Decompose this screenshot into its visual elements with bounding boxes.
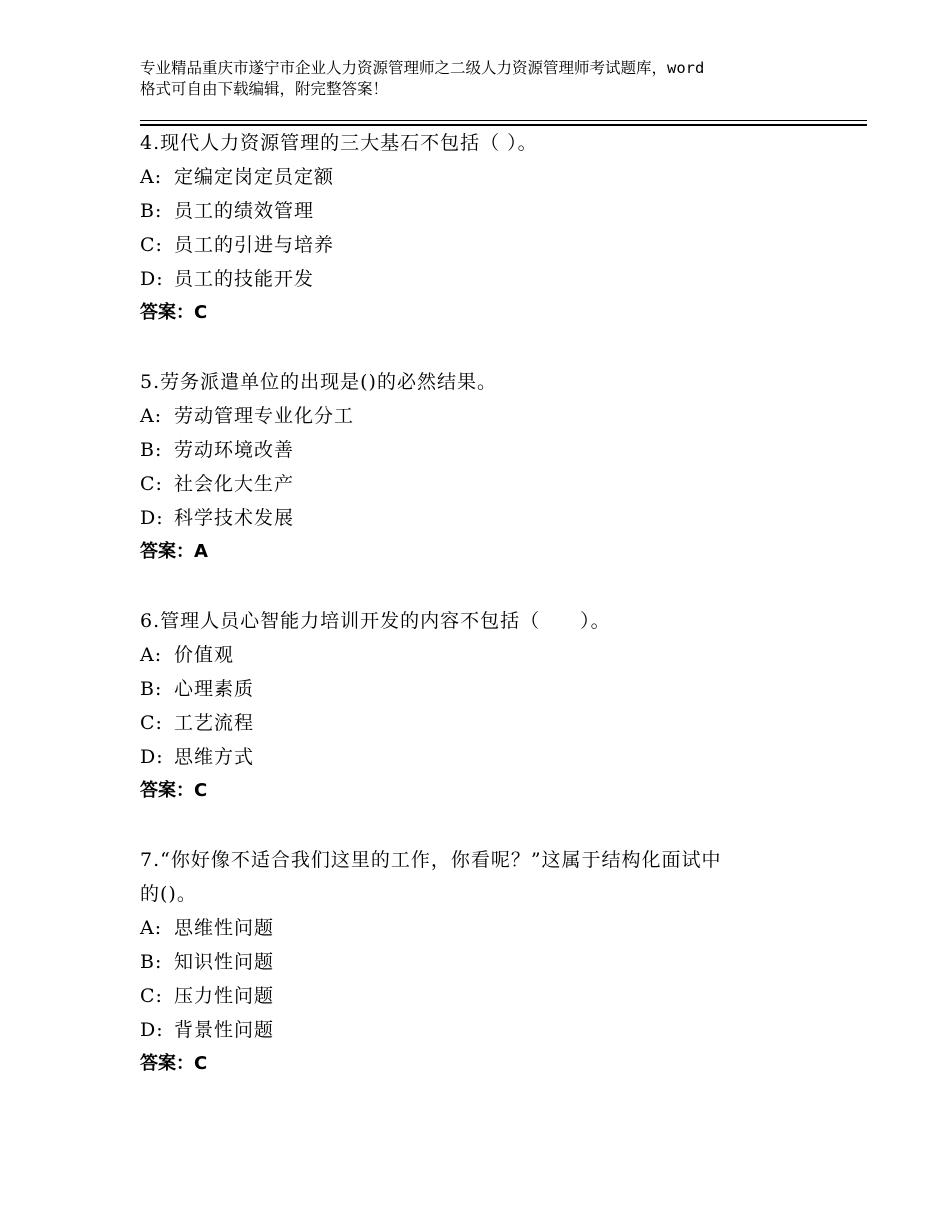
answer-line: 答案：C	[140, 1053, 208, 1074]
option-a	[140, 911, 840, 945]
option-letter: A:	[140, 644, 163, 666]
option-text: 知识性问题	[174, 951, 275, 973]
header-line-2: 格式可自由下载编辑，附完整答案！	[140, 80, 389, 98]
option-a	[140, 160, 840, 194]
option-text: 社会化大生产	[174, 473, 295, 495]
option-text: 工艺流程	[174, 712, 255, 734]
option-text: 劳动管理专业化分工	[174, 405, 355, 427]
option-text: 员工的引进与培养	[174, 234, 335, 256]
option-b	[140, 945, 840, 979]
question-text: 4.现代人力资源管理的三大基石不包括（ ）。	[140, 132, 538, 154]
option-letter: B:	[140, 951, 163, 973]
option-d	[140, 262, 840, 296]
option-c	[140, 228, 840, 262]
option-letter: C:	[140, 712, 163, 734]
option-text: 压力性问题	[174, 985, 275, 1007]
answer-line: 答案：A	[140, 541, 208, 562]
option-d	[140, 1013, 840, 1047]
option-letter: C:	[140, 234, 163, 256]
header-line-1: 专业精品重庆市遂宁市企业人力资源管理师之二级人力资源管理师考试题库，word	[140, 59, 705, 77]
option-d	[140, 740, 840, 774]
question-6	[140, 604, 840, 808]
header-divider-thin	[140, 120, 867, 121]
option-letter: A:	[140, 405, 163, 427]
option-letter: C:	[140, 473, 163, 495]
option-c	[140, 979, 840, 1013]
option-a	[140, 638, 840, 672]
option-text: 定编定岗定员定额	[174, 166, 335, 188]
option-letter: D:	[140, 746, 164, 768]
option-letter: B:	[140, 439, 163, 461]
answer-line: 答案：C	[140, 302, 208, 323]
option-text: 价值观	[174, 644, 235, 666]
answer-line: 答案：C	[140, 780, 208, 801]
option-text: 员工的绩效管理	[174, 200, 315, 222]
option-c	[140, 467, 840, 501]
question-text: 6.管理人员心智能力培训开发的内容不包括（ ）。	[140, 610, 611, 632]
option-b	[140, 672, 840, 706]
option-d	[140, 501, 840, 535]
option-text: 劳动环境改善	[174, 439, 295, 461]
option-text: 员工的技能开发	[174, 268, 315, 290]
option-letter: D:	[140, 507, 164, 529]
option-text: 思维方式	[174, 746, 255, 768]
option-letter: A:	[140, 166, 163, 188]
option-letter: B:	[140, 678, 163, 700]
option-text: 背景性问题	[174, 1019, 275, 1041]
option-letter: D:	[140, 1019, 164, 1041]
question-text: 5.劳务派遣单位的出现是()的必然结果。	[140, 371, 497, 393]
option-letter: D:	[140, 268, 164, 290]
question-7	[140, 843, 840, 1081]
question-text-line-1: 7.“你好像不适合我们这里的工作，你看呢？”这属于结构化面试中	[140, 849, 722, 871]
option-letter: C:	[140, 985, 163, 1007]
option-text: 科学技术发展	[174, 507, 295, 529]
option-a	[140, 399, 840, 433]
question-text-line-2: 的()。	[140, 883, 197, 905]
document-header	[140, 58, 830, 100]
option-b	[140, 194, 840, 228]
option-text: 思维性问题	[174, 917, 275, 939]
option-c	[140, 706, 840, 740]
question-4	[140, 126, 840, 330]
option-b	[140, 433, 840, 467]
option-letter: A:	[140, 917, 163, 939]
option-letter: B:	[140, 200, 163, 222]
question-5	[140, 365, 840, 569]
option-text: 心理素质	[174, 678, 255, 700]
